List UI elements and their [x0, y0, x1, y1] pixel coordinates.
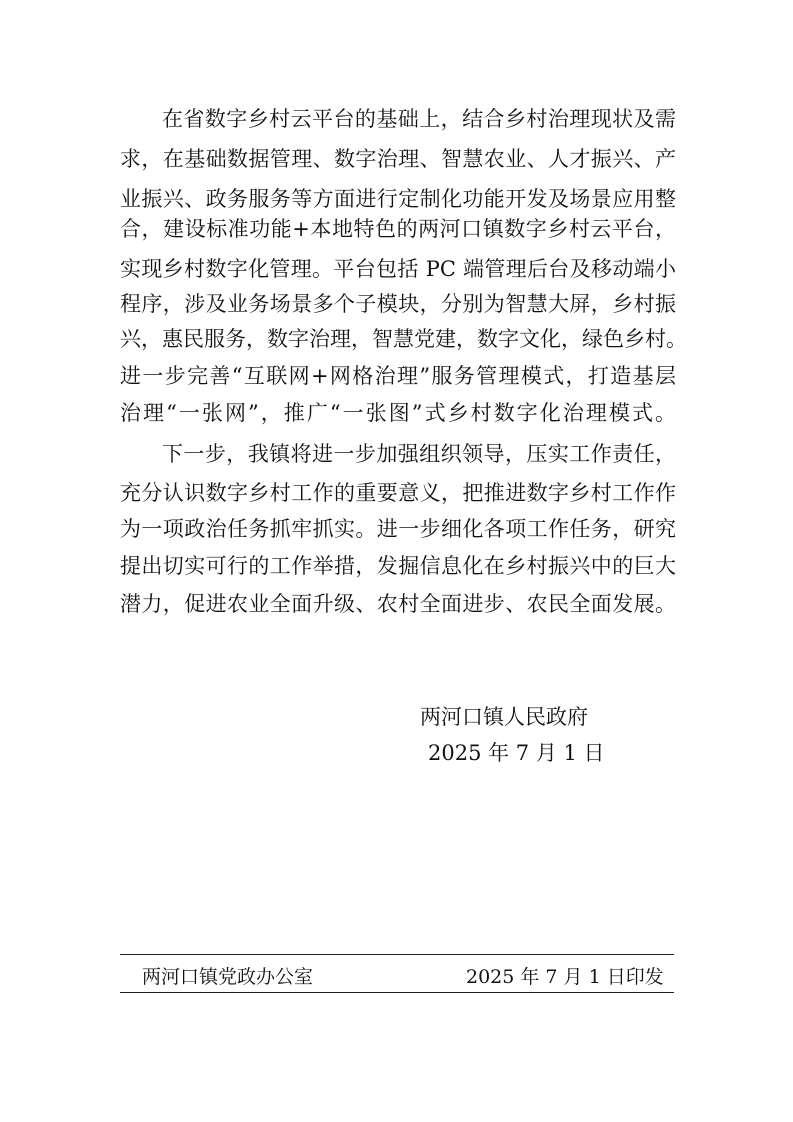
footer-bottom-rule: [120, 992, 674, 993]
signature-date: 2025 年 7 月 1 日: [428, 741, 605, 765]
paragraph-line: 充分认识数字乡村工作的重要意义，把推进数字乡村工作作: [120, 481, 676, 505]
paragraph-line: 求，在基础数据管理、数字治理、智慧农业、人才振兴、产: [120, 147, 676, 171]
paragraph-line: 进一步完善“互联网+网格治理”服务管理模式，打造基层: [120, 364, 676, 388]
paragraph-line: 在省数字乡村云平台的基础上，结合乡村治理现状及需: [162, 107, 676, 131]
paragraph-line: 实现乡村数字化管理。平台包括 PC 端管理后台及移动端小: [120, 257, 676, 281]
paragraph-line: 提出切实可行的工作举措，发掘信息化在乡村振兴中的巨大: [120, 554, 676, 578]
paragraph-line: 为一项政治任务抓牢抓实。进一步细化各项工作任务，研究: [120, 517, 676, 541]
paragraph-line: 治理“一张网”，推广“一张图”式乡村数字化治理模式。: [120, 401, 676, 425]
footer-print-date: 2025 年 7 月 1 日印发: [466, 966, 664, 988]
signature-organization: 两河口镇人民政府: [420, 705, 588, 729]
paragraph-line: 程序，涉及业务场景多个子模块，分别为智慧大屏，乡村振: [120, 292, 676, 316]
paragraph-line: 下一步，我镇将进一步加强组织领导，压实工作责任，: [162, 442, 676, 466]
footer-top-rule: [120, 954, 674, 955]
footer-issuer: 两河口镇党政办公室: [142, 966, 314, 988]
paragraph-line: 潜力，促进农业全面升级、农村全面进步、农民全面发展。: [120, 592, 676, 616]
paragraph-line: 业振兴、政务服务等方面进行定制化功能开发及场景应用整: [120, 187, 676, 211]
paragraph-line: 兴，惠民服务，数字治理，智慧党建，数字文化，绿色乡村。: [120, 327, 687, 351]
paragraph-line: 合，建设标准功能+本地特色的两河口镇数字乡村云平台，: [120, 217, 676, 241]
